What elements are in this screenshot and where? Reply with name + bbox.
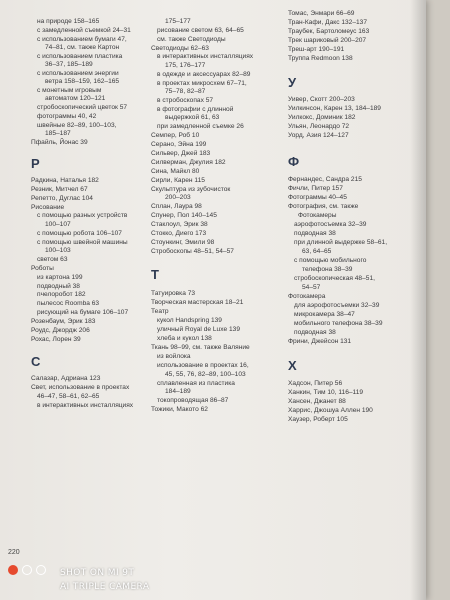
index-entry: Фотокамеры [298,212,337,219]
index-entry: Сплан, Лаура 98 [151,203,202,210]
index-entry: использование в проектах 16, [157,362,249,369]
index-entry: 100–107 [45,221,71,228]
index-entry: стробоскопическая 48–51, [294,275,375,282]
index-entry: для аэрофотосъемки 32–39 [294,302,380,309]
index-entry: Сильвер, Джей 183 [151,150,211,157]
index-entry: 100–103 [45,247,71,254]
index-entry: 175, 176–177 [165,62,206,69]
index-entry: при длинной выдержке 58–61, [294,239,388,246]
index-letter-heading: С [31,354,41,369]
index-entry: аэрофотосъемка 32–39 [294,221,367,228]
index-entry: с помощью робота 106–107 [37,230,122,237]
index-entry: Тожики, Макото 62 [151,406,208,413]
index-entry: Силверман, Джулия 182 [151,159,226,166]
index-entry: швейные 82–89, 100–103, [37,122,117,129]
index-entry: подводная 38 [294,329,336,336]
index-entry: Ткань 98–99, см. также Валяние [151,344,250,351]
index-entry: Спунер, Пол 140–145 [151,212,217,219]
index-entry: Уорд, Азия 124–127 [288,132,349,139]
index-entry: с использованием энергии [37,70,119,77]
index-entry: Роботы [31,265,54,272]
index-entry: Стаклоул, Эрик 38 [151,221,208,228]
watermark-ring-icon [22,565,32,575]
index-entry: выдержкой 61, 63 [165,114,220,121]
index-entry: с монетным игровым [37,87,102,94]
index-entry: Сина, Майкл 80 [151,168,200,175]
index-entry: 45, 55, 76, 82–89, 100–103 [165,371,246,378]
index-entry: кукол Handspring 139 [157,317,222,324]
index-entry: в стробоскопах 57 [157,97,214,104]
index-entry: Тран-Кафи, Дакс 132–137 [288,19,367,26]
index-entry: подводный 38 [37,283,80,290]
index-entry: рисование светом 63, 64–65 [157,27,244,34]
index-entry: Траубек, Бартоломеус 163 [288,28,370,35]
index-entry: с помощью швейной машины [37,239,128,246]
index-entry: с помощью мобильного [294,257,367,264]
index-entry: телефона 38–39 [302,266,353,273]
index-entry: Уилкокс, Доминик 182 [288,114,356,121]
index-entry: Татуировка 73 [151,290,196,297]
index-entry: Творческая мастерская 18–21 [151,299,244,306]
index-entry: 63, 64–65 [302,248,332,255]
index-entry: Фотокамера [288,293,326,300]
index-entry: Скульптура из зубочисток [151,186,231,193]
index-entry: из картона 199 [37,274,83,281]
index-entry: ветра 158–159, 162–165 [45,78,120,85]
index-entry: 200–203 [165,194,191,201]
index-entry: на природе 158–165 [37,18,100,25]
index-entry: 74–81, см. также Картон [45,44,120,51]
index-entry: светом 63 [37,256,68,263]
index-entry: Трек шариковый 200–207 [288,37,367,44]
index-entry: 36–37, 185–189 [45,61,93,68]
index-entry: хлеба и кукол 138 [157,335,212,342]
index-entry: с использованием бумаги 47, [37,36,127,43]
index-entry: Фотография, см. также [288,203,359,210]
index-entry: Рохас, Лорен 39 [31,336,81,343]
index-entry: Пфайль, Йонас 39 [31,139,88,146]
watermark-red-dot-icon [8,565,18,575]
index-entry: Фотограммы 40–45 [288,194,347,201]
index-entry: см. также Светодиоды [157,36,226,43]
index-entry: 46–47, 58–61, 62–65 [37,393,100,400]
index-entry: 184–189 [165,388,191,395]
index-entry: Треш-арт 190–191 [288,46,345,53]
index-entry: в интерактивных инсталляциях [37,402,134,409]
index-entry: Хаузер, Роберт 105 [288,416,348,423]
index-entry: 175–177 [165,18,191,25]
index-entry: Уивер, Скотт 200–203 [288,96,355,103]
index-entry: уличный Royal de Luxe 139 [157,326,241,333]
index-entry: из войлока [157,353,191,360]
index-entry: Уилкинсон, Карен 13, 184–189 [288,105,381,112]
index-entry: Фрини, Джейсон 131 [288,338,352,345]
index-entry: Фичли, Питер 157 [288,185,343,192]
index-entry: 185–187 [45,130,71,137]
index-entry: с замедленной съемкой 24–31 [37,27,131,34]
watermark-dots-icon [8,565,52,577]
index-entry: мобильного телефона 38–39 [294,320,383,327]
index-entry: подводная 38 [294,230,336,237]
index-entry: Репетто, Дуглас 104 [31,195,93,202]
index-letter-heading: Ф [288,154,300,169]
index-entry: Салазар, Адриана 123 [31,375,101,382]
index-entry: в одежде и аксессуарах 82–89 [157,71,251,78]
watermark-line-2: AI TRIPLE CAMERA [60,582,150,592]
index-entry: Харрис, Джошуа Аллен 190 [288,407,373,414]
index-entry: фотограммы 40, 42 [37,113,97,120]
index-letter-heading: Х [288,358,297,373]
index-entry: Сирли, Карен 115 [151,177,205,184]
index-entry: Радкина, Наталья 182 [31,177,99,184]
index-entry: в интерактивных инсталляциях [157,53,254,60]
index-entry: Труппа Redmoon 138 [288,55,353,62]
index-entry: Резник, Митчел 67 [31,186,88,193]
index-entry: 54–57 [302,284,321,291]
index-letter-heading: Р [31,156,40,171]
index-entry: Хадсон, Питер 56 [288,380,343,387]
index-entry: Рисование [31,204,65,211]
index-entry: 75–78, 82–87 [165,88,206,95]
index-entry: пчелоробот 182 [37,291,86,298]
index-entry: стробоскопический цветок 57 [37,104,128,111]
watermark-ring-icon [36,565,46,575]
index-entry: Стоункинг, Эмили 98 [151,239,215,246]
index-entry: Ханкин, Тим 10, 116–119 [288,389,364,396]
index-entry: Светодиоды 62–63 [151,45,209,52]
index-entry: сплавленная из пластика [157,380,235,387]
index-entry: пылесос Roomba 63 [37,300,100,307]
index-entry: Театр [151,308,169,315]
index-entry: Серано, Эйна 199 [151,141,207,148]
index-entry: автоматом 120–121 [45,95,106,102]
index-entry: Семпер, Роб 10 [151,132,200,139]
index-entry: Фернандес, Сандра 215 [288,176,362,183]
index-entry: Стробоскопы 48–51, 54–57 [151,248,234,255]
index-entry: микрокамера 38–47 [294,311,355,318]
index-entry: Роудс, Джордж 206 [31,327,90,334]
index-entry: в фотографии с длинной [157,106,234,113]
index-entry: в проектах микросхем 67–71, [157,80,247,87]
index-entry: токопроводящая 86–87 [157,397,229,404]
index-entry: Хансен, Джанет 88 [288,398,346,405]
index-entry: с помощью разных устройств [37,212,128,219]
index-entry: Свет, использование в проектах [31,384,130,391]
index-letter-heading: У [288,75,297,90]
index-entry: Стокко, Диего 173 [151,230,207,237]
index-entry: Розенбаум, Эрик 183 [31,318,96,325]
page-number: 220 [8,549,20,556]
index-letter-heading: Т [151,267,159,282]
index-entry: Ульян, Леонардо 72 [288,123,350,130]
watermark-line-1: SHOT ON MI 9T [60,568,135,578]
index-entry: рисующий на бумаге 106–107 [37,309,129,316]
index-entry: Томас, Энмари 66–69 [288,10,355,17]
index-entry: при замедленной съемке 26 [157,123,244,130]
index-entry: с использованием пластика [37,53,123,60]
